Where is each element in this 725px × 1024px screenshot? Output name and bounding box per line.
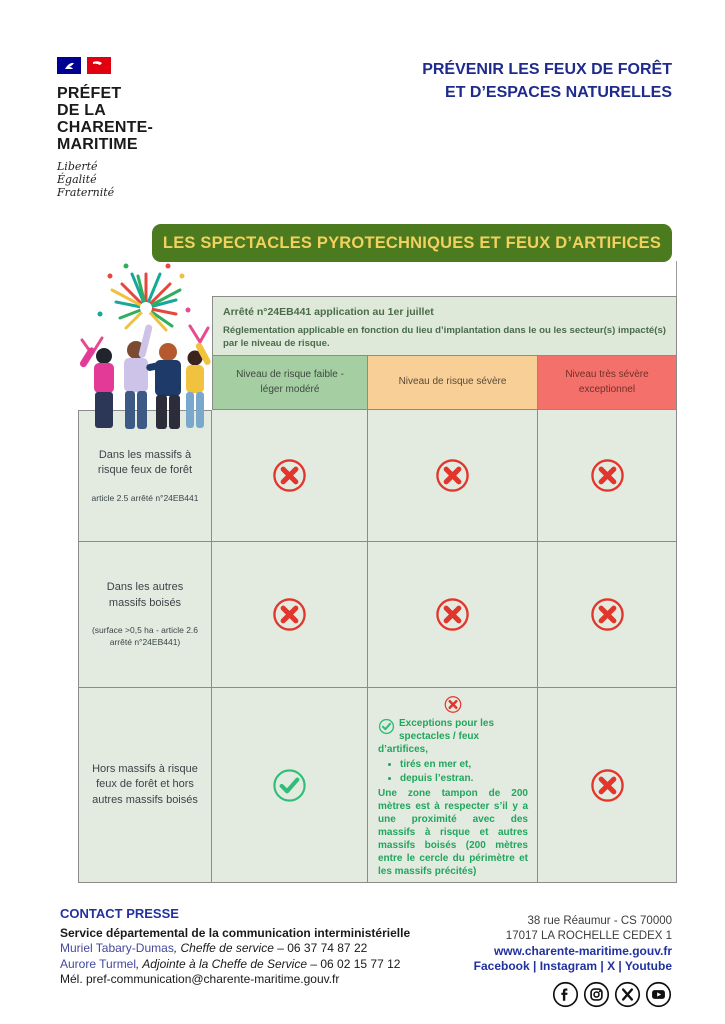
youtube-icon[interactable]	[645, 981, 672, 1008]
address-line-1: 38 rue Réaumur - CS 70000	[527, 915, 672, 927]
prefecture-name: PRÉFET DE LA CHARENTE- MARITIME	[57, 85, 154, 153]
address-line-2: 17017 LA ROCHELLE CEDEX 1	[505, 930, 672, 942]
section-banner	[152, 224, 672, 262]
exception-note: Une zone tampon de 200 mètres est à respecter s’il y a une proximité avec des massifs à risque et autres massifs boisés (200 mètres entre le cercle du périmètre et les massifs précités)	[378, 788, 528, 877]
table-info-line2: Réglementation applicable en fonction du lieu d’implantation dans le ou les secteur(s) impacté(s) par le niveau de risque.	[223, 325, 666, 350]
table-edge-line	[676, 261, 677, 296]
page-title: PRÉVENIR LES FEUX DE FORÊT ET D’ESPACES NATURELLES	[422, 61, 672, 101]
row-label-hors-massifs: Hors massifs à risque feux de forêt et hors autres massifs boisés	[78, 688, 212, 883]
cell-r3c2-forbidden-with-exceptions	[368, 688, 538, 883]
cell-r1c3-forbidden	[538, 410, 677, 542]
cell-r1c1-forbidden	[212, 410, 368, 542]
forbidden-icon	[589, 596, 626, 633]
instagram-icon[interactable]	[583, 981, 610, 1008]
contact-heading: CONTACT PRESSE	[60, 906, 179, 921]
forbidden-icon	[589, 457, 626, 494]
allowed-icon	[378, 718, 395, 735]
forbidden-icon	[271, 457, 308, 494]
allowed-icon	[271, 767, 308, 804]
website-link[interactable]: www.charente-maritime.gouv.fr	[493, 944, 672, 958]
exception-intro: Exceptions pour les spectacles / feux d’artifices,	[378, 718, 495, 755]
forbidden-icon	[589, 767, 626, 804]
cell-r2c3-forbidden	[538, 542, 677, 688]
french-flag-icon	[57, 56, 113, 76]
contact-person-2: Aurore Turmel, Adjointe à la Cheffe de Service – 06 02 15 77 12	[60, 956, 401, 971]
cell-r3c1-allowed	[212, 688, 368, 883]
fireworks-people-illustration	[76, 262, 212, 434]
cell-r3c3-forbidden	[538, 688, 677, 883]
contact-email: Mél. pref-communication@charente-maritime.gouv.fr	[60, 972, 340, 986]
social-links-text[interactable]: Facebook | Instagram | X | Youtube	[473, 959, 672, 973]
contact-person-1: Muriel Tabary-Dumas, Cheffe de service – 06 37 74 87 22	[60, 941, 368, 955]
forbidden-icon	[434, 596, 471, 633]
row-label-autres-massifs: Dans les autres massifs boisés (surface >0,5 ha - article 2.6 arrêté n°24EB441)	[78, 542, 212, 688]
forbidden-icon	[271, 596, 308, 633]
republic-motto: Liberté Égalité Fraternité	[57, 160, 115, 199]
contact-service: Service départemental de la communication interministérielle	[60, 925, 411, 940]
exception-bullets: • tirés en mer et, • depuis l’estran.	[378, 758, 528, 785]
prefecture-logo	[57, 56, 153, 199]
x-icon[interactable]	[614, 981, 641, 1008]
facebook-icon[interactable]	[552, 981, 579, 1008]
cell-r2c1-forbidden	[212, 542, 368, 688]
table-info-line1: Arrêté n°24EB441 application au 1er juillet	[223, 306, 434, 318]
forbidden-icon	[434, 457, 471, 494]
column-header-risque-severe: Niveau de risque sévère	[368, 356, 538, 410]
section-banner-label: LES SPECTACLES PYROTECHNIQUES ET FEUX D’ARTIFICES	[162, 233, 662, 252]
table-info-box	[212, 296, 677, 356]
press-contact-block	[60, 906, 410, 988]
forbidden-icon	[435, 695, 471, 714]
address-block	[474, 914, 672, 1008]
cell-r1c2-forbidden	[368, 410, 538, 542]
social-icons	[474, 981, 672, 1008]
exception-text	[378, 717, 528, 878]
column-header-tres-severe: Niveau très sévère exceptionnel	[538, 356, 677, 410]
row-label-massifs-risque: Dans les massifs à risque feux de forêt article 2.5 arrêté n°24EB441	[78, 410, 212, 542]
cell-r2c2-forbidden	[368, 542, 538, 688]
column-header-risque-faible: Niveau de risque faible - léger modéré	[212, 356, 368, 410]
